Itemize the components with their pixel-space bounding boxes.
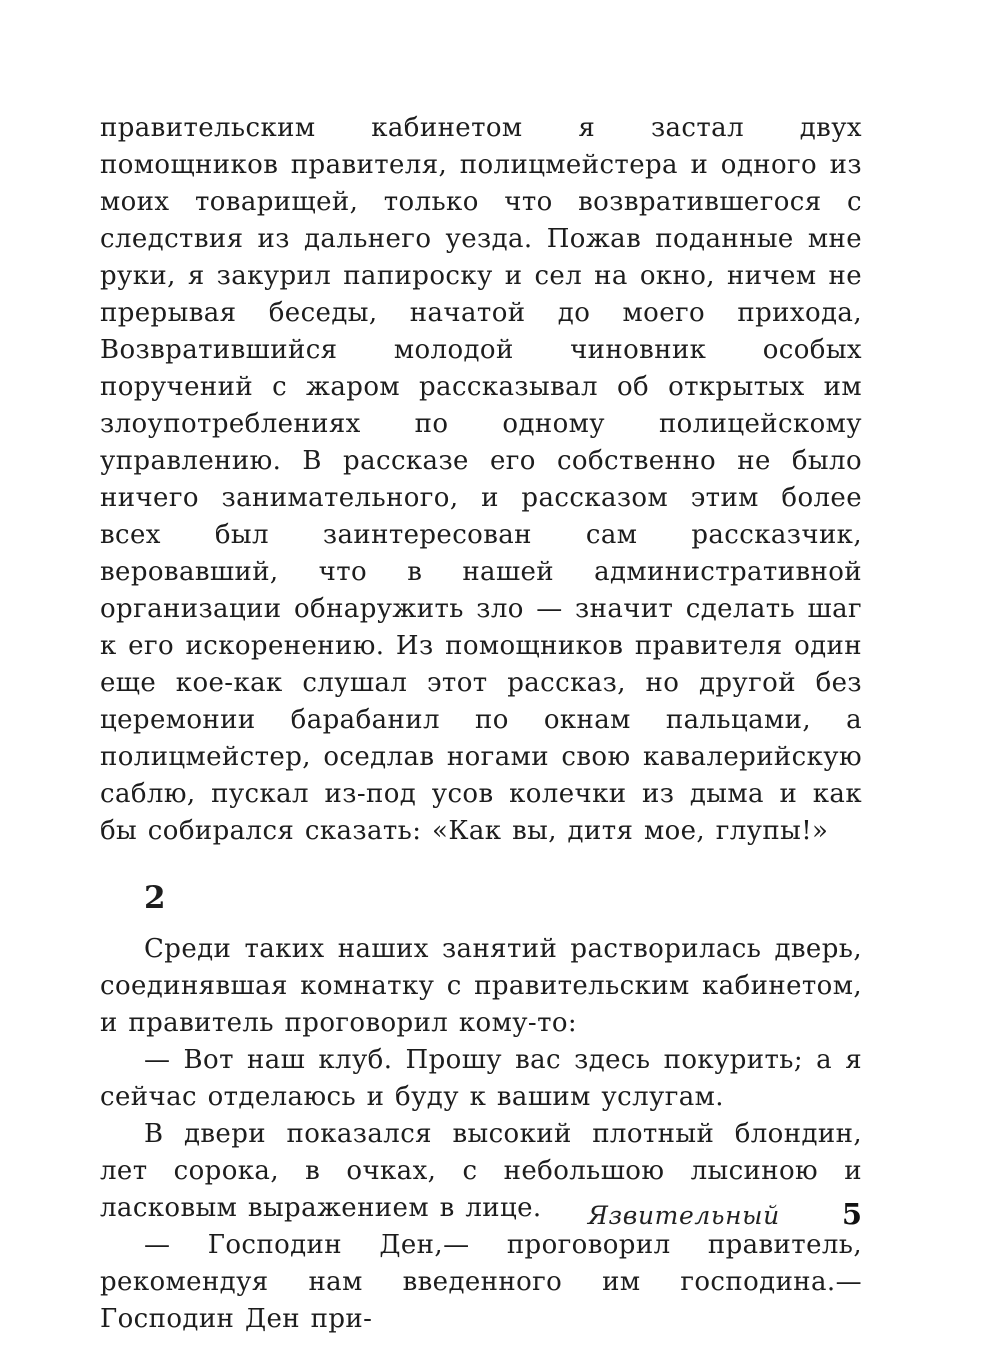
section-number: 2 (144, 880, 166, 916)
paragraph: В двери показался высокий плотный блондин, лет сорока, в очках, с небольшою лысиною и ласковым выражением в лице. (100, 1119, 862, 1223)
paragraph: — Господин Ден,— проговорил правитель, рекомендуя нам введенного им господина.— Господин Ден при- (100, 1230, 862, 1334)
paragraph: правительским кабинетом я застал двух помощников правителя, полицмейстера и одного из моих товарищей, только что возвратившегося с следствия из дальнего уезда. Пожав поданные мне руки, я закурил папироску и сел на окно, ничем не прерывая беседы, начатой до моего прихода, Возвратившийся молодой чиновник особых поручений с жаром рассказывал об открытых им злоупотреблениях по одному полицейскому управлению. В рассказе его собственно не было ничего занимательного, и рассказом этим более всех был заинтересован сам рассказчик, веровавший, что в нашей административной организации обнаружить зло — значит сделать шаг к его искоренению. Из помощников правителя один еще кое-как слушал этот рассказ, но другой без церемонии барабанил по окнам пальцами, а полицмейстер, оседлав ногами свою кавалерийскую саблю, пускал из-под усов колечки из дыма и как бы собирался сказать: «Как вы, дитя мое, глупы!» (100, 113, 862, 846)
text-block (100, 110, 862, 1338)
paragraph: — Вот наш клуб. Прошу вас здесь покурить; а я сейчас отделаюсь и буду к вашим услугам. (100, 1045, 862, 1112)
page-number: 5 (841, 1197, 862, 1231)
running-title: Язвительный (587, 1201, 780, 1230)
page-footer (100, 1198, 862, 1232)
paragraph: Среди таких наших занятий растворилась дверь, соединявшая комнатку с правительским кабинетом, и правитель проговорил кому-то: (100, 934, 862, 1038)
